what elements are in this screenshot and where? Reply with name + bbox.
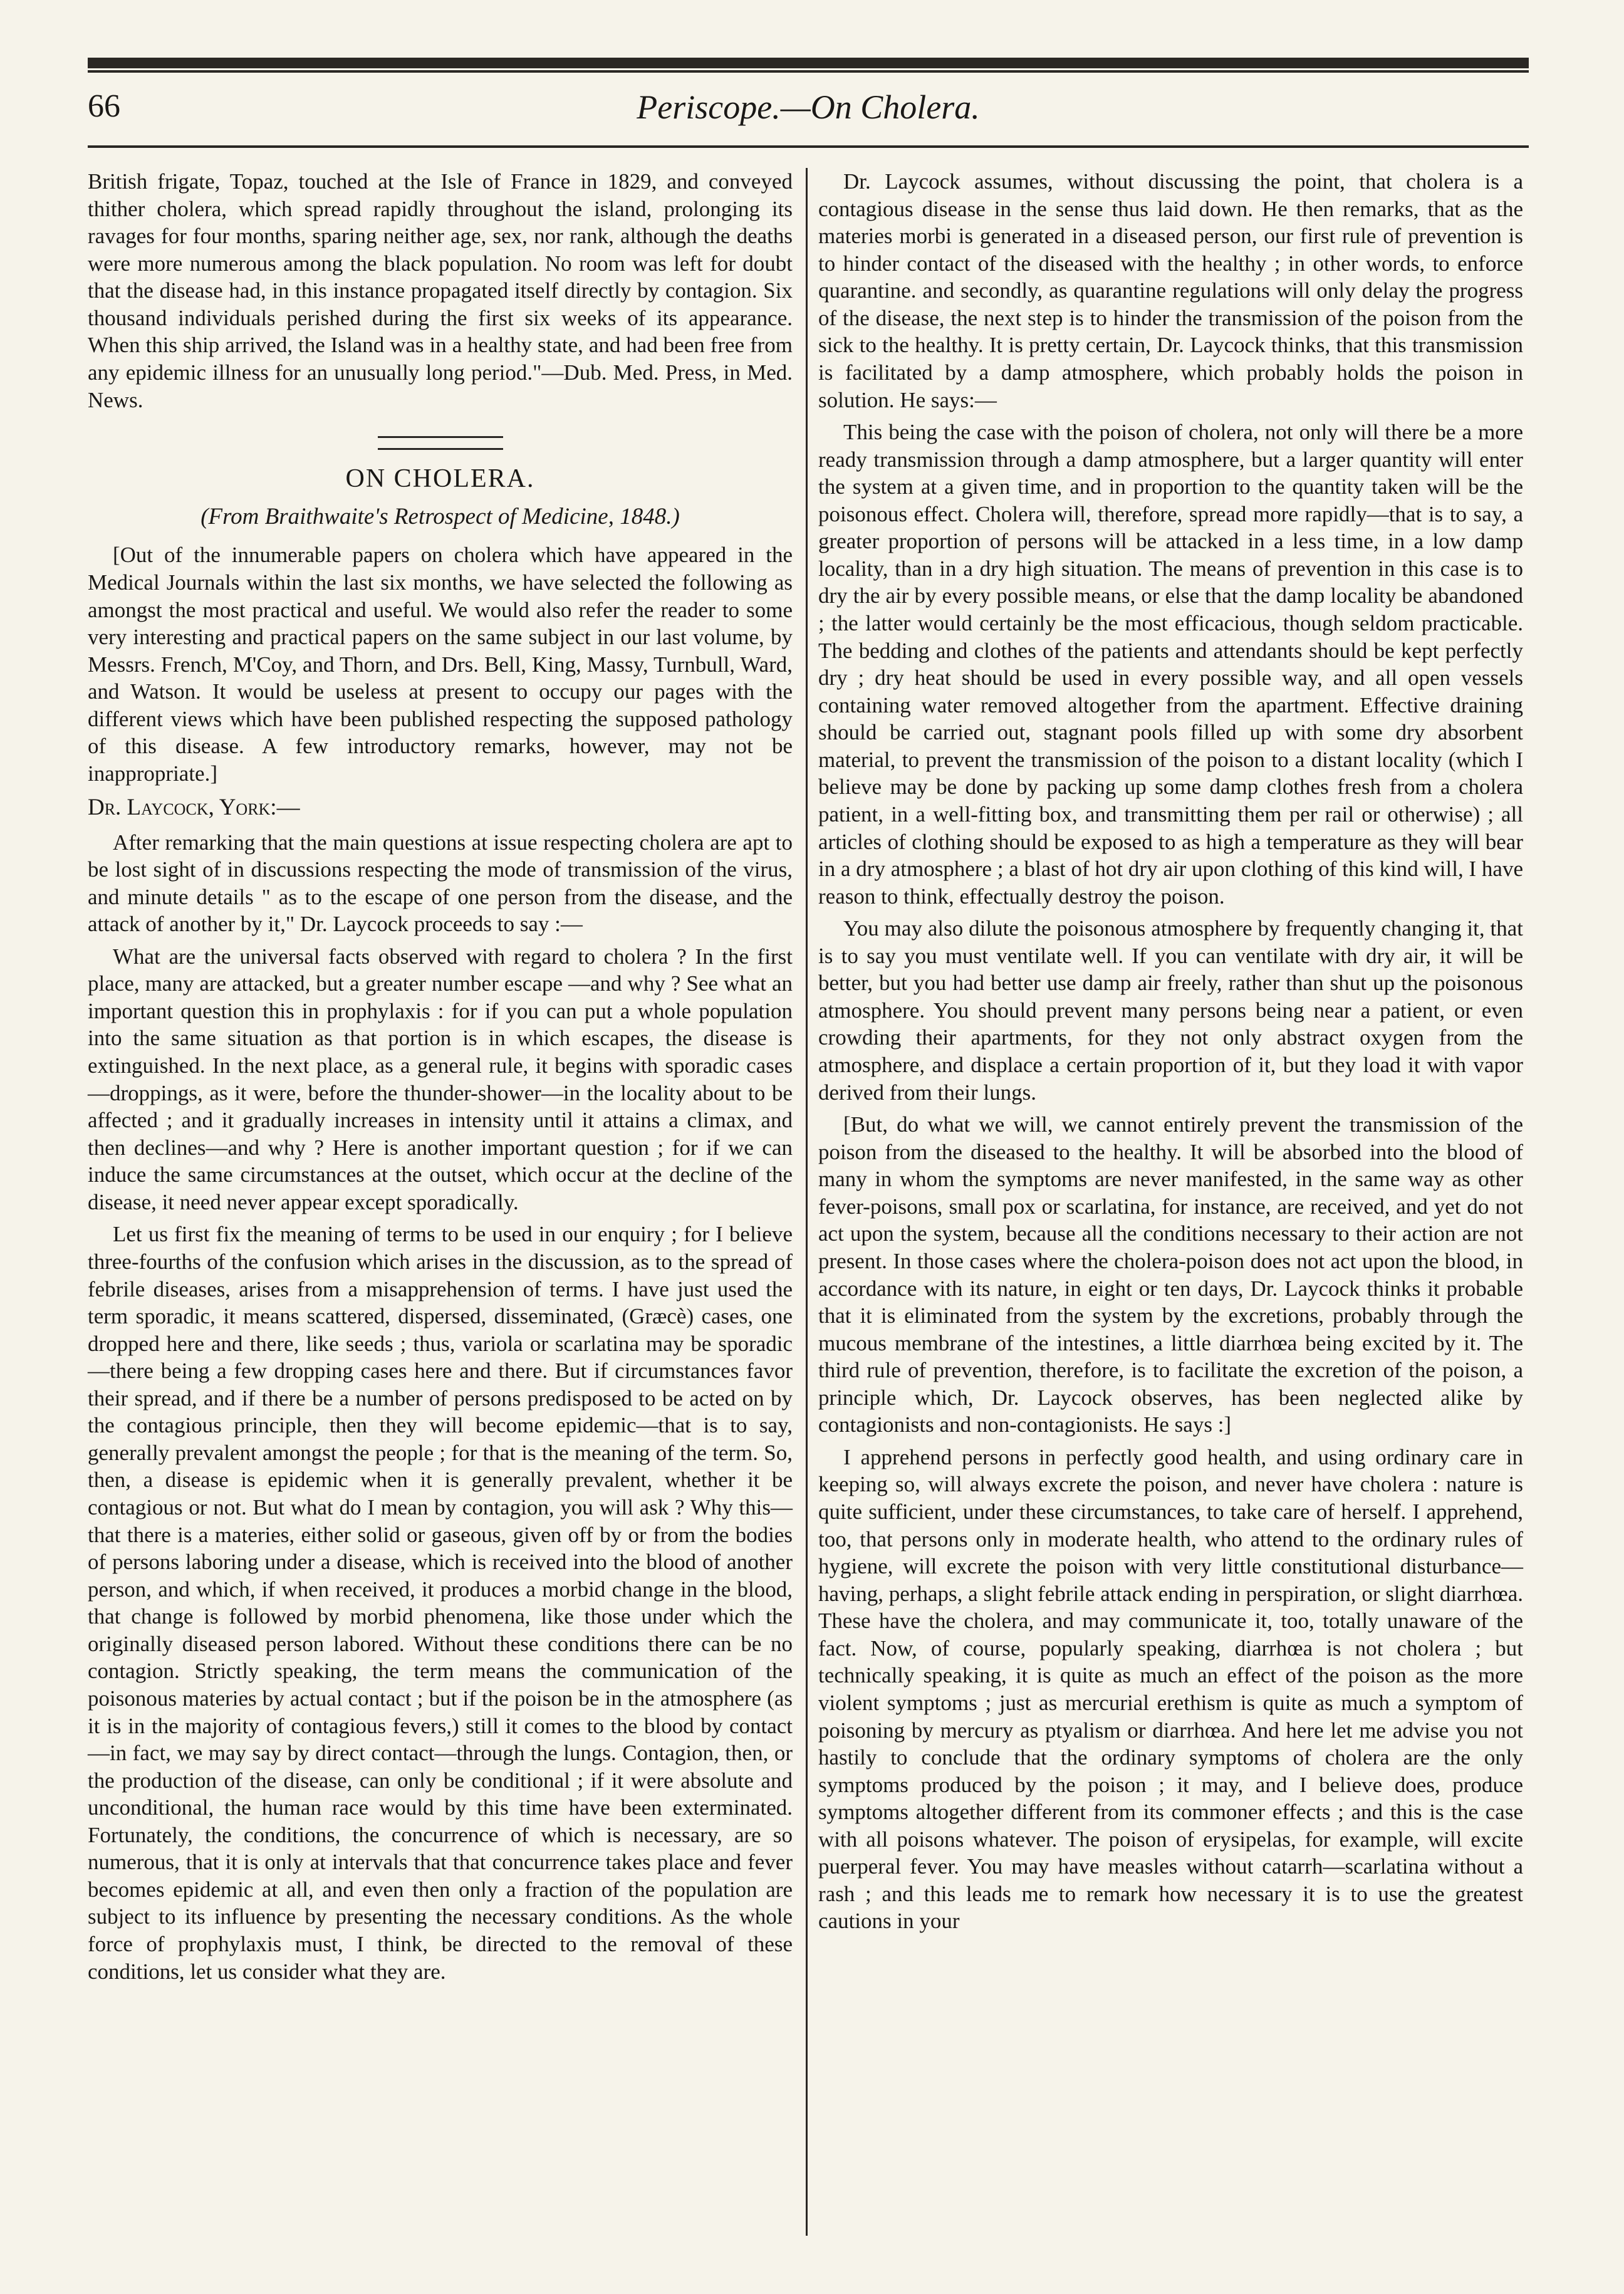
paragraph: This being the case with the poison of cholera, not only will there be a more ready transmission through a damp atmosphere, but a larger quantity will enter the system at a given time, and in proportion to the quantity taken will be the poisonous effect. Cholera will, therefore, spread more rapidly—that is to say, a greater proportion of persons will be attacked in a less time, in a low damp locality, than in a dry high situation. The means of prevention in this case is to dry the air by every possible means, or else that the damp locality be abandoned ; the latter would certainly be the most efficacious, though seldom practicable. The bedding and clothes of the patients and attendants should be kept perfectly dry ; dry heat should be used in every possible way, and all open vessels containing water removed altogether from the apartment. Effective draining should be carried out, stagnant pools filled up with some dry absorbent material, to prevent the transmission of the poison to a distant locality (which I believe may be done by packing up some damp clothes fresh from a cholera patient, in a well-fitting box, and transmitting them per rail or otherwise) ; all articles of clothing should be exposed to as high a temperature as they will bear in a dry atmosphere ; a blast of hot dry air upon clothing of this kind will, I have reason to think, effectually destroy the poison. [818,420,1523,909]
section-source: (From Braithwaite's Retrospect of Medicine, 1848.) [200,504,680,530]
paragraph: [Out of the innumerable papers on cholera which have appeared in the Medical Journals within the last six months, we have selected the following as amongst the most practical and useful. We would also refer the reader to some very interesting and practical papers on the same subject in our last volume, by Messrs. French, M'Coy, and Thorn, and Drs. Bell, King, Massy, Turnbull, Ward, and Watson. It would be useless at present to occupy our pages with the different views which have been published respecting the supposed pathology of this disease. A few introductory remarks, however, may not be inappropriate.] [88,543,793,786]
byline: Dr. Laycock, York:— [88,795,300,821]
paragraph: What are the universal facts observed with regard to cholera ? In the first place, many are attacked, but a greater number escape —and why ? See what an important question this in prophylaxis : for if you can put a whole population into the same situation as that portion is in which escapes, the disease is extinguished. In the next place, as a general rule, it begins with sporadic cases—droppings, as it were, before the thunder-shower—in the locality about to be affected ; and it gradually increases in intensity until it attains a climax, and then declines—and why ? Here is another important question ; for if we can induce the same circumstances at the outset, which occur at the decline of the disease, it need never appear except sporadically. [88,944,793,1214]
paragraph: I apprehend persons in perfectly good health, and using ordinary care in keeping so, will always excrete the poison, and never have cholera : nature is quite sufficient, under these circumstances, to take care of herself. I apprehend, too, that persons only in moderate health, who attend to the ordinary rules of hygiene, will excrete the poison with very little constitutional disturbance—having, perhaps, a slight febrile attack ending in perspiration, or slight diarrhœa. These have the cholera, and may communicate it, too, totally unaware of the fact. Now, of course, popularly speaking, diarrhœa is not cholera ; but technically speaking, it is quite as much an effect of the poison as the more violent symptoms ; just as mercurial erethism is quite as much a symptom of poisoning by mercury as ptyalism or diarrhœa. And here let me advise you not hastily to conclude that the ordinary symptoms of cholera are the only symptoms produced by the poison ; it may, and I believe does, produce symptoms altogether different from its commoner effects ; and this is the case with all poisons whatever. The poison of erysipelas, for example, will excite puerperal fever. You may have measles without catarrh—scarlatina without a rash ; and this leads me to remark how necessary it is to use the greatest cautions in your [818,1444,1523,1934]
paragraph: Dr. Laycock assumes, without discussing the point, that cholera is a contagious disease in the sense thus laid down. He then remarks, that as the materies morbi is generated in a diseased person, our first rule of prevention is to hinder contact of the diseased with the healthy ; in other words, to enforce quarantine. and secondly, as quarantine regulations will only delay the progress of the disease, the next step is to hinder the transmission of the poison from the sick to the healthy. It is pretty certain, Dr. Laycock thinks, that this transmission is facilitated by a damp atmosphere, which probably holds the poison in solution. He says:— [818,169,1523,412]
header-rule [88,145,1529,148]
right-column [818,168,1523,1940]
paragraph: [But, do what we will, we cannot entirely prevent the transmission of the poison from the diseased to the healthy. It will be absorbed into the blood of many in whom the symptoms are never manifested, in the same way as other fever-poisons, small pox or scarlatina, for instance, are received, and yet do not act upon the system, because all the conditions necessary to their action are not present. In those cases where the cholera-poison does not act upon the blood, in accordance with its nature, in eight or ten days, Dr. Laycock thinks it probable that it is eliminated from the system by the excretions, probably through the mucous membrane of the intestines, a little diarrhœa being excited by it. The third rule of prevention, therefore, is to facilitate the excretion of the poison, a principle which, Dr. Laycock observes, has been neglected alike by contagionists and non-contagionists. He says :] [818,1112,1523,1437]
paragraph: You may also dilute the poisonous atmosphere by frequently changing it, that is to say you must ventilate well. If you can ventilate with dry air, it will be better, but you had better use damp air freely, rather than shut up the poisonous atmosphere. You should prevent many persons being near a patient, or even crowding their apartments, for they not only abstract oxygen from the atmosphere, and displace a certain proportion of it, but they load it with vapor derived from their lungs. [818,916,1523,1105]
section-title: ON CHOLERA. [345,464,535,494]
section-divider [378,436,503,450]
top-ornamental-rule [88,58,1529,68]
column-divider [806,168,808,2236]
page-number: 66 [88,88,120,124]
paragraph: After remarking that the main questions at issue respecting cholera are apt to be lost sight of in discussions respecting the mode of transmission of the virus, and minute details " as to the escape of one person from the disease, and the attack of another by it," Dr. Laycock proceeds to say :— [88,830,793,937]
page-header [88,88,1529,144]
left-column [88,168,793,1990]
paragraph: Let us first fix the meaning of terms to be used in our enquiry ; for I believe three-fourths of the confusion which arises in the discussion, as to the spread of febrile diseases, arises from a misapprehension of terms. I have just used the term sporadic, it means scattered, dispersed, disseminated, (Græcè) cases, one dropped here and there, like seeds ; thus, variola or scarlatina may be sporadic—there being a few dropping cases here and there. But if circumstances favor their spread, and if there be a number of persons predisposed to be acted on by the contagious principle, then they will become epidemic—that is to say, generally prevalent amongst the people ; for that is the meaning of the term. So, then, a disease is epidemic when it is generally prevalent, whether it be contagious or not. But what do I mean by contagion, you will ask ? Why this—that there is a materies, either solid or gaseous, given off by or from the bodies of persons laboring under a disease, which is received into the blood of another person, and which, if when received, it produces a morbid change in the blood, that change is followed by morbid phenomena, like those under which the originally diseased person labored. Without these conditions there can be no contagion. Strictly speaking, the term means the communication of the poisonous materies by actual contact ; but if the poison be in the atmosphere (as it is in the majority of contagious fevers,) still it comes to the blood by contact—in fact, we may say by direct contact—through the lungs. Contagion, then, or the production of the disease, can only be conditional ; if it were absolute and unconditional, the human race would by this time have been exterminated. Fortunately, the conditions, the concurrence of which is necessary, are so numerous, that it is only at intervals that that concurrence takes place and fever becomes epidemic at all, and even then only a fraction of the population are subject to its influence by presenting the necessary conditions. As the whole force of prophylaxis must, I think, be directed to the removal of these conditions, let us consider what they are. [88,1222,793,1984]
running-title: Periscope.—On Cholera. [637,88,980,126]
paragraph: British frigate, Topaz, touched at the Isle of France in 1829, and conveyed thither cholera, which spread rapidly throughout the island, prolonging its ravages for four months, sparing neither age, sex, nor rank, although the deaths were more numerous among the black population. No room was left for doubt that the disease had, in this instance propagated itself directly by contagion. Six thousand individuals perished during the first six weeks of its appearance. When this ship arrived, the Island was in a healthy state, and had been free from any epidemic illness for an unusually long period."—Dub. Med. Press, in Med. News. [88,169,793,412]
